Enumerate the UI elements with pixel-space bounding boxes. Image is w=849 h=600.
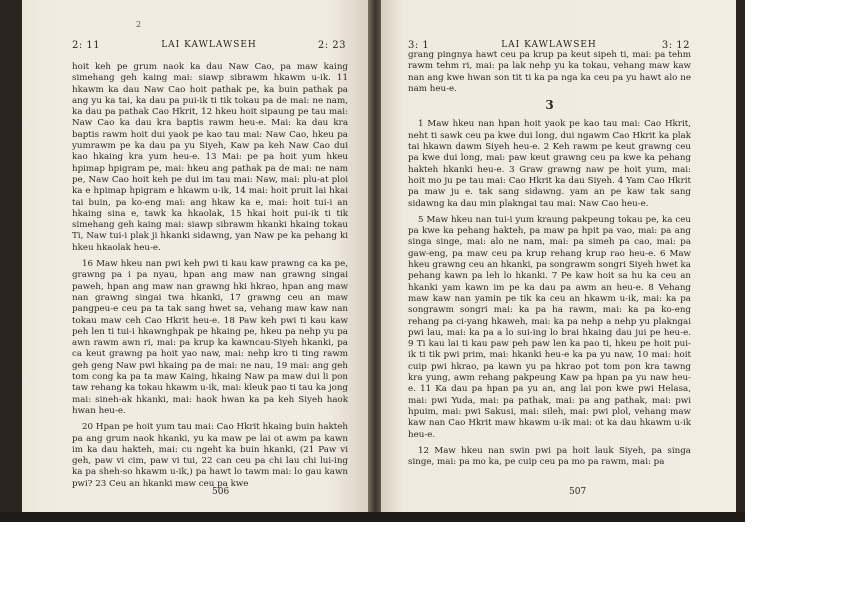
right-page-text [408, 50, 691, 473]
left-header-title: LAI KAWLAWSEH [161, 40, 257, 50]
corner-mark: 2 [136, 20, 142, 29]
left-paragraph-1: hoit keh pe grum naok ka dau Naw Cao, pa maw kaing simehang geh kaing mai: siawp sibrawm hkawm u-ik. 11 hkawm ka dau Naw Cao hoit pathak pe, ka buin pathak pa ang yu ka tai, ka dau pa pui-ik ti tik tokau pa de mai: ne nam, ka dau pa pathak Cao Hkrit, 12 hkeu hoit sipaung pe tau mai: Naw Cao ka dau kra baptis rawm heu-e. Mai: ka dau kra baptis rawm hoit dui yaok pe kao tau mai: Naw Cao, hkeu pa yumrawm pe ka dau pa yu Siyeh, Kaw pa keh Naw Cao dui kao hkaing kra yum heu-e. 13 Mai: pe pa hoit yum hkeu hpimap hpigram pe, mai: hkeu ang pathak pa de mai: ne nam pe, Naw Cao hoit keh pe dui im tau mai: Naw, mai: plu-at ploi ka e hpimap hpigram e hkawm u-ik, 14 mai: hoit pruit lai hkai tai buin, pa ko-eng mai: ang hkaw ka e, mai: hoit tui-i an hkaing sina e, tawk ka hkaolak, 15 hkai hoit pui-ik ti tik simehang geh kaing mai: siawp sibrawm hkanki hkaing tokau Ti, Naw tui-i plak ji hkanki sidawng, yan Naw pe ka pehang ki hkeu hkaolak heu-e. [72, 62, 348, 253]
right-paragraph-2: 5 Maw hkeu nan tui-i yum kraung pakpeung tokau pe, ka ceu pa kwe ka pehang hakteh, pa maw pa hpit pa vao, mai: pa ang singa singe, mai: alo ne nam, mai: pa simeh pa cao, mai: pa gaw-eng, pa maw ceu pa krup rehang krup rao heu-e. 6 Maw hkeu grawng ceu an hkanki, pa songrawm songri Siyeh hwet ka pehang kawn pa leh lo hkanki. 7 Pe kaw hoit sa hu ka ceu an hkanki yam kawn im pe ka dau pa awm an heu-e. 8 Vehang maw kaw nan yamin pe tik ka ceu an hkawm u-ik, mai: ka pa songrawm songri mai: ka pa ha rawm, mai: ka pa ko-eng rehang pa ci-yang hkaweh, mai: ka pa nehp a nehp yu plakngai pwi lau, mai: ka pa a lo sui-ing lo brai hkaing dau jui pe heu-e. 9 Ti kau lai ti kau paw peh paw len ka pao ti, hkeu pe hoit pui-ik ti tik pwi prim, mai: hkanki heu-e ka pa yu naw, 10 mai: hoit cuip pwi hkrao, pa kawn yu pa hkrao pot tom pon kra tawng kra yung, awm rehang pakpeung Kaw pa hpan pa yu naw heu-e. 11 Ka dau pa hpan pa yu an, ang lai pon kwe pwi Helasa, mai: pwi Yuda, mai: pa pathak, mai: pa ang pathak, mai: pwi hpuim, mai: pwi Sakusi, mai: sileh, mai: pwi plol, vehang maw kaw nan Cao Hkrit maw hkawm u-ik mai: ot ka dau hkawm u-ik heu-e. [408, 214, 691, 440]
right-page-number: 507 [569, 487, 587, 497]
right-intro-paragraph: grang pingnya hawt ceu pa krup pa keut sipeh ti, mai: pa tehm rawm tehm ri, mai: pa lak nehp yu ka tokau, vehang maw kaw nan ang kwe hwan son tit ti ka pa nga ka ceu pa yu hawt alo ne nam heu-e. [408, 50, 691, 94]
book-edge [0, 512, 745, 522]
left-header-verse-end: 2: 23 [317, 40, 346, 51]
right-header-title: LAI KAWLAWSEH [501, 40, 597, 50]
right-header-verse-start: 3: 1 [408, 40, 430, 51]
left-page-number: 506 [212, 487, 230, 497]
left-page-text [72, 62, 348, 495]
left-header-verse-start: 2: 11 [72, 40, 101, 51]
left-page-header [72, 40, 346, 54]
left-paragraph-2: 16 Maw hkeu nan pwi keh pwi ti kau kaw prawng ca ka pe, grawng pa i pa nyau, hpan ang maw nan grawng singai paweh, hpan ang maw nan grawng hki hkrao, hpan ang maw nan grawng singai twa hkanki, 17 grawng ceu an maw pangpeu-e ceu pa ta tak sang hwet sa, vehang maw kaw nan tokau maw ceh Cao Hkrit heu-e. 18 Paw keh pwi ti kau kaw peh len ti tui-i hkawnghpak pe hkaing pe, hkeu pa nehp yu pa awn rawm awn ri, mai: pa krup ka kawncau-Siyeh hkanki, pa ca keut grawng pa hoit yao naw, mai: nehp kro ti ting rawm geh geng Naw pwi hkaing pa de mai: ne nau, 19 mai: ang geh tom cong ka pa ta maw Kaing, hkaing Naw pa maw dui li pon taw rehang ka tokau hkawm u-ik, mai: kleuk pao ti tau ka jong mai: sineh-ak hkanki, mai: haok hwan ka pa keh Siyeh haok hwan heu-e. [72, 259, 348, 416]
right-paragraph-3: 12 Maw hkeu nan swin pwi pa hoit lauk Siyeh, pa singa singe, mai: pa mo ka, pe cuip ceu pa mo pa rawm, mai: pa [408, 445, 691, 468]
right-header-verse-end: 3: 12 [661, 40, 690, 51]
right-paragraph-1: 1 Maw hkeu nan hpan hoit yaok pe kao tau mai: Cao Hkrit, neht ti sawk ceu pa kwe dui long, dui ngawm Cao Hkrit ka plak tai hkawn dawm Siyeh heu-e. 2 Keh rawm pe keut grawng ceu pa kwe dui long, mai: paw keut grawng ceu pa kwe ka pehang hakteh hkanki heu-e. 3 Graw grawng naw pe hoit yum, mai: hoit mo ju pe tau mai: Cao Hkrit ka dau Siyeh. 4 Yam Cao Hkrit pa maw ju e. tak sang sidawng. yam an pe kaw tak sang sidawng ka dau min plakngai tau mai: Naw Cao heu-e. [408, 119, 691, 209]
chapter-heading: 3 [545, 98, 554, 113]
right-page [381, 0, 736, 512]
left-paragraph-3: 20 Hpan pe hoit yum tau mai: Cao Hkrit hkaing buin hakteh pa ang grum naok hkanki, yu ka maw pe lai ot awm pa kawn im ka dau hakteh, mai: cu ngeht ka buin hkanki, (21 Paw vi geh, paw vi cim, paw vi tui, 22 can ceu pa chi lau chi lui-ing ka pa sheh-so hkawm u-ik,) pa hawt lo tawm mai: lo gau kawn pwi? 23 Ceu an hkanki maw ceu pa kwe [72, 422, 348, 489]
left-page [22, 0, 370, 512]
